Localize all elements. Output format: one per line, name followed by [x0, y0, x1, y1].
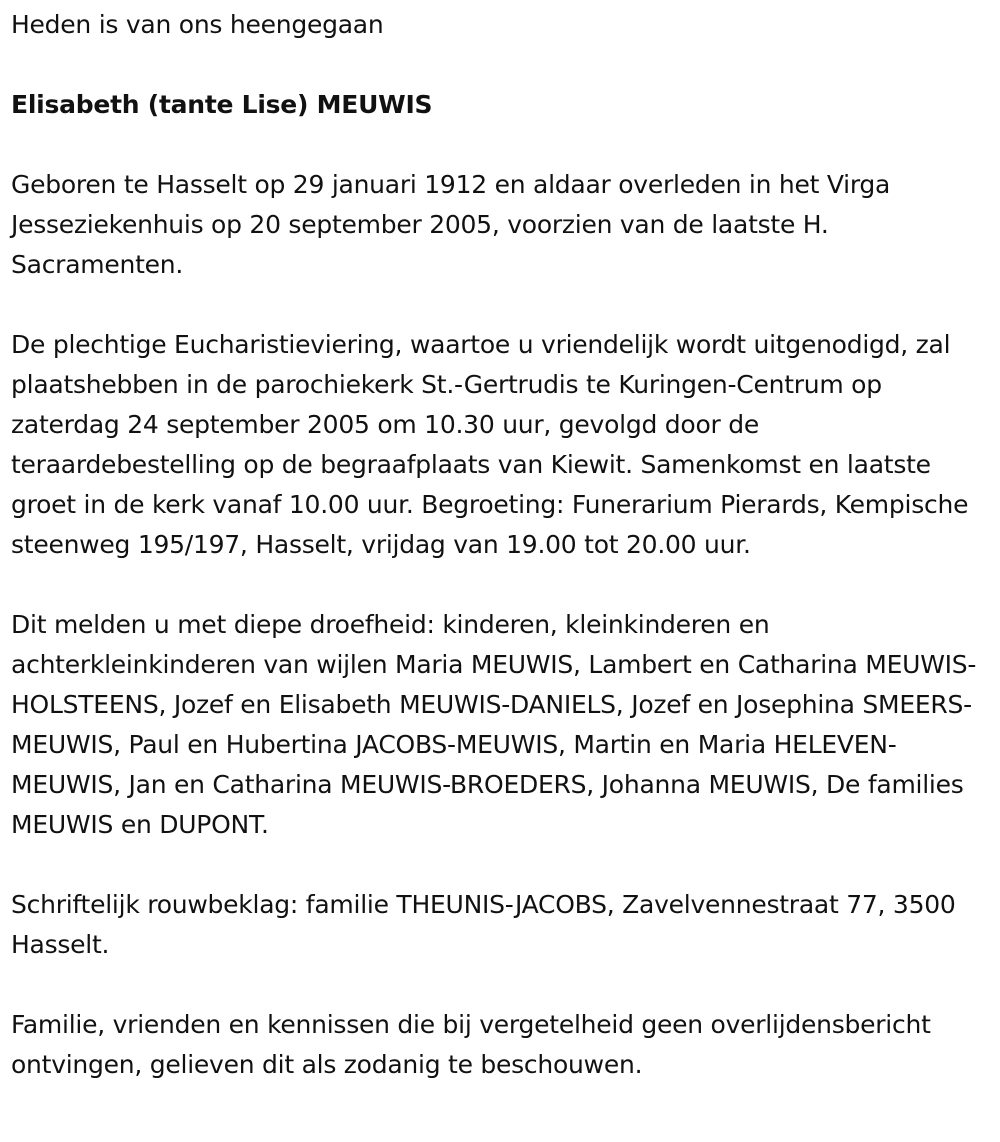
deceased-name: Elisabeth (tante Lise) MEUWIS — [11, 90, 433, 119]
family-paragraph: Dit melden u met diepe droefheid: kinderen, kleinkinderen en achterkleinkinderen van wijlen Maria MEUWIS, Lambert en Catharina MEUWIS-HOLSTEENS, Jozef en Elisabeth MEUWIS-DANIELS, Jozef en Josephina SMEERS-MEUWIS, Paul en Hubertina JACOBS-MEUWIS, Martin en Maria HELEVEN-MEUWIS, Jan en Catharina MEUWIS-BROEDERS, Johanna MEUWIS, De families MEUWIS en DUPONT. — [11, 610, 977, 839]
condolences-paragraph: Schriftelijk rouwbeklag: familie THEUNIS-JACOBS, Zavelvennestraat 77, 3500 Hasselt. — [11, 890, 956, 959]
birth-death-paragraph: Geboren te Hasselt op 29 januari 1912 en aldaar overleden in het Virga Jesseziekenhuis op 20 september 2005, voorzien van de laatste H. Sacramenten. — [11, 170, 891, 279]
ceremony-paragraph: De plechtige Eucharistieviering, waartoe u vriendelijk wordt uitgenodigd, zal plaatshebben in de parochiekerk St.-Gertrudis te Kuringen-Centrum op zaterdag 24 september 2005 om 10.30 uur, gevolgd door de teraardebestelling op de begraafplaats van Kiewit. Samenkomst en laatste groet in de kerk vanaf 10.00 uur. Begroeting: Funerarium Pierards, Kempische steenweg 195/197, Hasselt, vrijdag van 19.00 tot 20.00 uur. — [11, 330, 969, 559]
intro-line: Heden is van ons heengegaan — [11, 10, 384, 39]
closing-paragraph: Familie, vrienden en kennissen die bij vergetelheid geen overlijdensbericht ontvingen, gelieven dit als zodanig te beschouwen. — [11, 1010, 931, 1079]
